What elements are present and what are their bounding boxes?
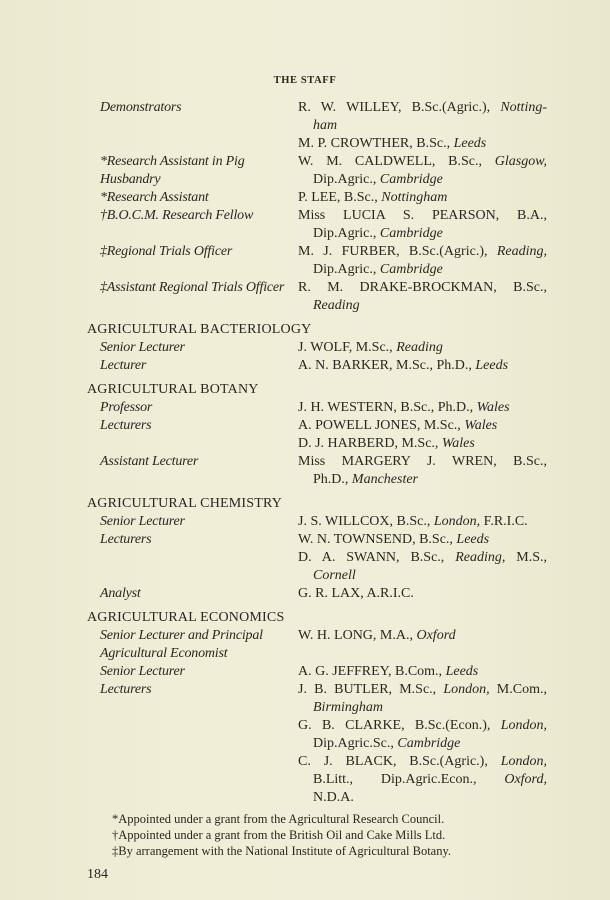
name-line xyxy=(298,771,547,789)
name-text: Dip.Agric., xyxy=(313,172,380,187)
role-line: ‡Regional Trials Officer xyxy=(100,244,233,259)
name-text: J. S. WILLCOX, B.Sc., xyxy=(298,514,434,529)
name-text: R. W. WILLEY, B.Sc.(Agric.), xyxy=(298,100,501,115)
role-label xyxy=(87,585,298,603)
name-text: Miss LUCIA S. PEARSON, B.A., xyxy=(298,208,547,223)
name-text: J. WOLF, M.Sc., xyxy=(298,340,397,355)
name-text: London, xyxy=(433,514,481,529)
name-text: J. B. BUTLER, M.Sc., xyxy=(298,682,444,697)
name-text: Manchester xyxy=(351,472,418,487)
section-heading: AGRICULTURAL BOTANY xyxy=(87,382,259,397)
role-label xyxy=(87,357,298,375)
role-label xyxy=(87,453,298,489)
role-label xyxy=(87,399,298,417)
name-line xyxy=(298,261,547,279)
staff-member xyxy=(298,357,547,375)
name-text: A. POWELL JONES, M.Sc., xyxy=(298,418,465,433)
staff-entry xyxy=(87,531,547,585)
name-line xyxy=(298,585,547,603)
name-text: Cambridge xyxy=(379,172,443,187)
footnote: ‡By arrangement with the National Institute of Agricultural Botany. xyxy=(112,844,452,858)
name-text: Wales xyxy=(441,436,475,451)
name-text: Glasgow, xyxy=(494,154,547,169)
role-label xyxy=(87,513,298,531)
name-text: Leeds xyxy=(475,358,509,373)
staff-list xyxy=(87,99,547,807)
name-text: Miss MARGERY J. WREN, B.Sc., xyxy=(298,454,547,469)
name-text: Cornell xyxy=(313,568,356,583)
name-line xyxy=(298,357,547,375)
staff-member xyxy=(298,549,547,585)
name-line xyxy=(298,279,547,297)
name-text: W. N. TOWNSEND, B.Sc., xyxy=(298,532,457,547)
staff-entry xyxy=(87,513,547,531)
name-text: Cambridge xyxy=(379,226,443,241)
name-line xyxy=(298,717,547,735)
name-text: Notting- xyxy=(500,100,547,115)
staff-entry xyxy=(87,627,547,663)
role-label xyxy=(87,207,298,243)
name-text: M.S., xyxy=(505,550,547,565)
name-line xyxy=(298,207,547,225)
name-line xyxy=(298,243,547,261)
name-line xyxy=(298,567,547,585)
staff-member xyxy=(298,417,547,435)
name-line xyxy=(298,171,547,189)
name-text: N.D.A. xyxy=(313,790,354,805)
staff-entry xyxy=(87,189,547,207)
staff-names xyxy=(298,531,547,585)
role-line: *Research Assistant in Pig xyxy=(100,154,245,169)
name-line xyxy=(298,627,547,645)
name-text: C. J. BLACK, B.Sc.(Agric.), xyxy=(298,754,501,769)
staff-member xyxy=(298,453,547,489)
staff-entry xyxy=(87,153,547,189)
staff-names xyxy=(298,627,547,663)
name-text: Oxford, xyxy=(504,772,547,787)
name-text: Dip.Agric., xyxy=(313,226,380,241)
name-text: D. J. HARBERD, M.Sc., xyxy=(298,436,442,451)
staff-entry xyxy=(87,453,547,489)
role-label xyxy=(87,279,298,315)
role-line: Husbandry xyxy=(100,172,161,187)
name-text: Dip.Agric.Sc., xyxy=(313,736,398,751)
name-line xyxy=(298,225,547,243)
name-text: R. M. DRAKE-BROCKMAN, B.Sc., xyxy=(298,280,547,295)
name-text: M.Com., xyxy=(489,682,547,697)
staff-names xyxy=(298,417,547,453)
staff-member xyxy=(298,99,547,135)
name-line xyxy=(298,699,547,717)
name-text: Reading xyxy=(396,340,443,355)
name-line xyxy=(298,297,547,315)
role-label xyxy=(87,681,298,807)
staff-member xyxy=(298,243,547,279)
role-label xyxy=(87,243,298,279)
role-label xyxy=(87,153,298,189)
name-text: London, xyxy=(500,754,547,769)
name-text: W. M. CALDWELL, B.Sc., xyxy=(298,154,495,169)
name-text: Nottingham xyxy=(381,190,448,205)
staff-member xyxy=(298,627,547,645)
staff-names xyxy=(298,453,547,489)
name-line xyxy=(298,735,547,753)
name-line xyxy=(298,153,547,171)
role-line: Lecturers xyxy=(100,682,152,697)
staff-entry xyxy=(87,399,547,417)
role-label xyxy=(87,189,298,207)
name-text: Leeds xyxy=(456,532,490,547)
footnote: *Appointed under a grant from the Agricultural Research Council. xyxy=(112,812,445,826)
name-text: B.Litt., Dip.Agric.Econ., xyxy=(313,772,505,787)
name-text: G. R. LAX, A.R.I.C. xyxy=(298,586,414,601)
name-line xyxy=(298,789,547,807)
role-line: Lecturers xyxy=(100,532,152,547)
staff-member xyxy=(298,189,547,207)
running-head: THE STAFF xyxy=(273,75,337,86)
name-line xyxy=(298,471,547,489)
staff-names xyxy=(298,681,547,807)
staff-member xyxy=(298,513,547,531)
name-line xyxy=(298,549,547,567)
role-label xyxy=(87,531,298,585)
role-line: Analyst xyxy=(100,586,141,601)
name-text: Reading xyxy=(313,298,360,313)
name-text: Reading, xyxy=(455,550,506,565)
staff-names xyxy=(298,663,547,681)
name-text: Wales xyxy=(464,418,498,433)
name-line xyxy=(298,531,547,549)
name-text: P. LEE, B.Sc., xyxy=(298,190,382,205)
staff-member xyxy=(298,717,547,753)
name-line xyxy=(298,663,547,681)
role-label xyxy=(87,99,298,153)
name-text: Cambridge xyxy=(397,736,461,751)
name-text: Cambridge xyxy=(379,262,443,277)
role-line: Senior Lecturer and Principal xyxy=(100,628,263,643)
role-label xyxy=(87,663,298,681)
name-text: M. P. CROWTHER, B.Sc., xyxy=(298,136,454,151)
staff-names xyxy=(298,357,547,375)
name-text: Birmingham xyxy=(313,700,383,715)
staff-entry xyxy=(87,339,547,357)
staff-names xyxy=(298,153,547,189)
name-line xyxy=(298,435,547,453)
role-label xyxy=(87,339,298,357)
section-heading: AGRICULTURAL ECONOMICS xyxy=(87,610,285,625)
name-text: Ph.D., xyxy=(313,472,352,487)
staff-names xyxy=(298,585,547,603)
name-text: ham xyxy=(313,118,338,133)
staff-member xyxy=(298,279,547,315)
page-content xyxy=(87,99,547,883)
role-line: Demonstrators xyxy=(100,100,182,115)
staff-member xyxy=(298,531,547,549)
name-line xyxy=(298,513,547,531)
name-line xyxy=(298,117,547,135)
name-text: Reading, xyxy=(496,244,547,259)
staff-member xyxy=(298,435,547,453)
name-text: W. H. LONG, M.A., xyxy=(298,628,417,643)
name-line xyxy=(298,189,547,207)
role-line: Senior Lecturer xyxy=(100,664,185,679)
role-label xyxy=(87,417,298,453)
staff-member xyxy=(298,681,547,717)
staff-member xyxy=(298,207,547,243)
staff-member xyxy=(298,153,547,189)
name-line xyxy=(298,135,547,153)
name-text: London, xyxy=(443,682,490,697)
staff-member xyxy=(298,399,547,417)
staff-names xyxy=(298,207,547,243)
name-line xyxy=(298,453,547,471)
footnote: †Appointed under a grant from the British Oil and Cake Mills Ltd. xyxy=(112,828,446,842)
section-heading: AGRICULTURAL BACTERIOLOGY xyxy=(87,322,312,337)
staff-entry xyxy=(87,207,547,243)
role-line: Assistant Lecturer xyxy=(100,454,199,469)
name-text: G. B. CLARKE, B.Sc.(Econ.), xyxy=(298,718,501,733)
staff-names xyxy=(298,243,547,279)
staff-names xyxy=(298,189,547,207)
name-text: Oxford xyxy=(416,628,456,643)
role-line: ‡Assistant Regional Trials Officer xyxy=(100,280,285,295)
role-line: Senior Lecturer xyxy=(100,514,185,529)
staff-member xyxy=(298,663,547,681)
name-line xyxy=(298,753,547,771)
staff-member xyxy=(298,585,547,603)
footnotes xyxy=(87,811,547,859)
section-heading: AGRICULTURAL CHEMISTRY xyxy=(87,496,283,511)
role-line: Senior Lecturer xyxy=(100,340,185,355)
role-line: *Research Assistant xyxy=(100,190,209,205)
name-text: A. N. BARKER, M.Sc., Ph.D., xyxy=(298,358,476,373)
staff-member xyxy=(298,135,547,153)
staff-names xyxy=(298,279,547,315)
staff-member xyxy=(298,753,547,807)
name-text: Leeds xyxy=(445,664,479,679)
staff-names xyxy=(298,339,547,357)
role-line: Lecturers xyxy=(100,418,152,433)
staff-names xyxy=(298,99,547,153)
staff-entry xyxy=(87,243,547,279)
staff-entry xyxy=(87,681,547,807)
role-line: Lecturer xyxy=(100,358,147,373)
role-label xyxy=(87,627,298,663)
staff-names xyxy=(298,513,547,531)
name-line xyxy=(298,339,547,357)
name-text: London, xyxy=(500,718,547,733)
name-text: F.R.I.C. xyxy=(480,514,528,529)
staff-names xyxy=(298,399,547,417)
name-line xyxy=(298,417,547,435)
name-line xyxy=(298,399,547,417)
name-text: Leeds xyxy=(453,136,487,151)
name-text: A. G. JEFFREY, B.Com., xyxy=(298,664,446,679)
role-line: †B.O.C.M. Research Fellow xyxy=(100,208,254,223)
staff-entry xyxy=(87,99,547,153)
name-line xyxy=(298,99,547,117)
staff-entry xyxy=(87,585,547,603)
name-line xyxy=(298,681,547,699)
name-text: Dip.Agric., xyxy=(313,262,380,277)
staff-entry xyxy=(87,417,547,453)
name-text: D. A. SWANN, B.Sc., xyxy=(298,550,456,565)
staff-member xyxy=(298,339,547,357)
role-line: Professor xyxy=(100,400,153,415)
role-line: Agricultural Economist xyxy=(100,646,228,661)
name-text: J. H. WESTERN, B.Sc., Ph.D., xyxy=(298,400,477,415)
staff-entry xyxy=(87,279,547,315)
page-number: 184 xyxy=(87,867,108,882)
name-text: Wales xyxy=(476,400,510,415)
name-text: M. J. FURBER, B.Sc.(Agric.), xyxy=(298,244,497,259)
staff-entry xyxy=(87,357,547,375)
staff-entry xyxy=(87,663,547,681)
